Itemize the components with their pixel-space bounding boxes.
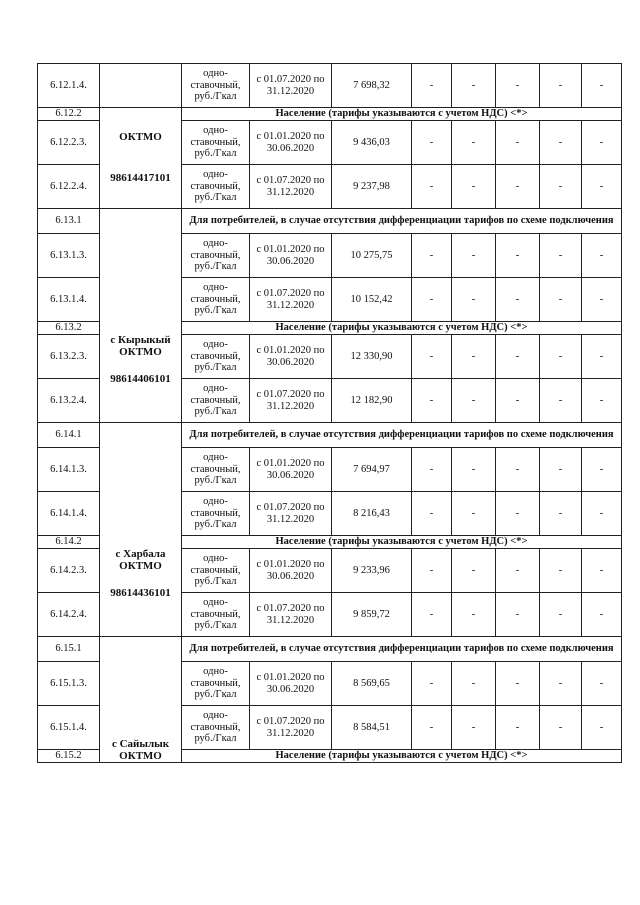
settlement-cell [100, 108, 182, 209]
dash-cell: - [452, 448, 496, 492]
row-number: 6.13.1 [38, 209, 100, 234]
section-header: Население (тарифы указываются с учетом НДС) <*> [182, 750, 622, 763]
dash-cell: - [412, 165, 452, 209]
section-header: Для потребителей, в случае отсутствия дифференциации тарифов по схеме подключения [182, 209, 622, 234]
row-number: 6.14.1 [38, 423, 100, 448]
oktmo-code: 98614417101 [110, 172, 171, 184]
dash-cell: - [582, 234, 622, 278]
dash-cell: - [496, 662, 540, 706]
oktmo-code: 98614406101 [110, 373, 171, 386]
tariff-value: 7 698,32 [332, 64, 412, 108]
dash-cell: - [496, 121, 540, 165]
row-number: 6.15.1 [38, 637, 100, 662]
table-row [38, 108, 622, 121]
dash-cell: - [452, 549, 496, 593]
section-header: Население (тарифы указываются с учетом НДС) <*> [182, 108, 622, 121]
tariff-value: 9 859,72 [332, 593, 412, 637]
tariff-table [37, 63, 622, 763]
oktmo-label: ОКТМО [119, 130, 162, 143]
row-number: 6.14.2.3. [38, 549, 100, 593]
row-number: 6.13.2.4. [38, 379, 100, 423]
dash-cell: - [540, 165, 582, 209]
row-number: 6.13.2 [38, 322, 100, 335]
dash-cell: - [412, 492, 452, 536]
dash-cell: - [412, 706, 452, 750]
oktmo-label: ОКТМО [119, 749, 162, 762]
table-row [38, 637, 622, 662]
tariff-value: 8 584,51 [332, 706, 412, 750]
dash-cell: - [582, 121, 622, 165]
dash-cell: - [582, 549, 622, 593]
section-header: Население (тарифы указываются с учетом НДС) <*> [182, 536, 622, 549]
dash-cell: - [540, 662, 582, 706]
period-cell: с 01.01.2020 по 30.06.2020 [250, 549, 332, 593]
period-cell: с 01.01.2020 по 30.06.2020 [250, 335, 332, 379]
section-header: Население (тарифы указываются с учетом НДС) <*> [182, 322, 622, 335]
dash-cell: - [452, 706, 496, 750]
period-cell: с 01.07.2020 по 31.12.2020 [250, 278, 332, 322]
row-number: 6.14.1.3. [38, 448, 100, 492]
dash-cell: - [496, 278, 540, 322]
dash-cell: - [412, 549, 452, 593]
unit-cell: одно-ставочный, руб./Гкал [182, 448, 250, 492]
dash-cell: - [452, 121, 496, 165]
dash-cell: - [540, 448, 582, 492]
unit-cell: одно-ставочный, руб./Гкал [182, 549, 250, 593]
row-number: 6.14.2 [38, 536, 100, 549]
period-cell: с 01.07.2020 по 31.12.2020 [250, 706, 332, 750]
unit-cell: одно-ставочный, руб./Гкал [182, 64, 250, 108]
dash-cell: - [496, 234, 540, 278]
period-cell: с 01.07.2020 по 31.12.2020 [250, 492, 332, 536]
settlement-name: с Сайылык [111, 738, 170, 750]
period-cell: с 01.07.2020 по 31.12.2020 [250, 593, 332, 637]
tariff-value: 7 694,97 [332, 448, 412, 492]
dash-cell: - [582, 64, 622, 108]
unit-cell: одно-ставочный, руб./Гкал [182, 662, 250, 706]
row-number: 6.13.1.3. [38, 234, 100, 278]
unit-cell: одно-ставочный, руб./Гкал [182, 593, 250, 637]
dash-cell: - [452, 64, 496, 108]
unit-cell: одно-ставочный, руб./Гкал [182, 335, 250, 379]
tariff-value: 8 216,43 [332, 492, 412, 536]
period-cell: с 01.07.2020 по 31.12.2020 [250, 165, 332, 209]
section-header: Для потребителей, в случае отсутствия дифференциации тарифов по схеме подключения [182, 637, 622, 662]
row-number: 6.14.1.4. [38, 492, 100, 536]
dash-cell: - [540, 278, 582, 322]
dash-cell: - [540, 492, 582, 536]
row-number: 6.12.2.3. [38, 121, 100, 165]
dash-cell: - [412, 278, 452, 322]
tariff-value: 9 233,96 [332, 549, 412, 593]
dash-cell: - [452, 335, 496, 379]
row-number: 6.12.2 [38, 108, 100, 121]
row-number: 6.14.2.4. [38, 593, 100, 637]
dash-cell: - [540, 379, 582, 423]
unit-cell: одно-ставочный, руб./Гкал [182, 234, 250, 278]
tariff-value: 8 569,65 [332, 662, 412, 706]
dash-cell: - [496, 448, 540, 492]
dash-cell: - [582, 593, 622, 637]
dash-cell: - [452, 492, 496, 536]
dash-cell: - [540, 706, 582, 750]
row-number: 6.13.1.4. [38, 278, 100, 322]
dash-cell: - [582, 278, 622, 322]
settlement-cell [100, 637, 182, 763]
dash-cell: - [496, 593, 540, 637]
dash-cell: - [540, 234, 582, 278]
unit-cell: одно-ставочный, руб./Гкал [182, 379, 250, 423]
oktmo-label: ОКТМО [119, 345, 162, 358]
dash-cell: - [582, 335, 622, 379]
dash-cell: - [412, 121, 452, 165]
dash-cell: - [540, 335, 582, 379]
dash-cell: - [452, 278, 496, 322]
dash-cell: - [582, 379, 622, 423]
tariff-value: 10 152,42 [332, 278, 412, 322]
dash-cell: - [496, 492, 540, 536]
oktmo-code: 98614436101 [110, 587, 171, 600]
tariff-value: 9 436,03 [332, 121, 412, 165]
section-header: Для потребителей, в случае отсутствия дифференциации тарифов по схеме подключения [182, 423, 622, 448]
dash-cell: - [412, 234, 452, 278]
dash-cell: - [412, 662, 452, 706]
row-number: 6.15.1.3. [38, 662, 100, 706]
dash-cell: - [582, 165, 622, 209]
dash-cell: - [496, 64, 540, 108]
dash-cell: - [496, 706, 540, 750]
row-number: 6.15.1.4. [38, 706, 100, 750]
unit-cell: одно-ставочный, руб./Гкал [182, 121, 250, 165]
dash-cell: - [412, 64, 452, 108]
period-cell: с 01.07.2020 по 31.12.2020 [250, 64, 332, 108]
dash-cell: - [412, 448, 452, 492]
dash-cell: - [412, 379, 452, 423]
tariff-value: 12 182,90 [332, 379, 412, 423]
table-row [38, 209, 622, 234]
unit-cell: одно-ставочный, руб./Гкал [182, 278, 250, 322]
settlement-name: с Кырыкый [110, 334, 171, 347]
dash-cell: - [452, 165, 496, 209]
tariff-value: 9 237,98 [332, 165, 412, 209]
dash-cell: - [496, 165, 540, 209]
dash-cell: - [540, 64, 582, 108]
row-number: 6.12.1.4. [38, 64, 100, 108]
tariff-value: 10 275,75 [332, 234, 412, 278]
row-number: 6.13.2.3. [38, 335, 100, 379]
dash-cell: - [540, 593, 582, 637]
period-cell: с 01.01.2020 по 30.06.2020 [250, 234, 332, 278]
tariff-value: 12 330,90 [332, 335, 412, 379]
oktmo-label: ОКТМО [119, 559, 162, 572]
period-cell: с 01.01.2020 по 30.06.2020 [250, 121, 332, 165]
unit-cell: одно-ставочный, руб./Гкал [182, 492, 250, 536]
row-number: 6.15.2 [38, 750, 100, 763]
dash-cell: - [412, 593, 452, 637]
dash-cell: - [496, 335, 540, 379]
dash-cell: - [452, 593, 496, 637]
dash-cell: - [582, 492, 622, 536]
period-cell: с 01.07.2020 по 31.12.2020 [250, 379, 332, 423]
settlement-cell [100, 423, 182, 637]
table-row [38, 423, 622, 448]
settlement-cell [100, 209, 182, 423]
dash-cell: - [540, 549, 582, 593]
dash-cell: - [582, 662, 622, 706]
dash-cell: - [496, 549, 540, 593]
dash-cell: - [582, 706, 622, 750]
dash-cell: - [496, 379, 540, 423]
dash-cell: - [452, 662, 496, 706]
settlement-cell [100, 64, 182, 108]
period-cell: с 01.01.2020 по 30.06.2020 [250, 662, 332, 706]
dash-cell: - [452, 379, 496, 423]
row-number: 6.12.2.4. [38, 165, 100, 209]
dash-cell: - [540, 121, 582, 165]
dash-cell: - [412, 335, 452, 379]
table-row [38, 64, 622, 108]
unit-cell: одно-ставочный, руб./Гкал [182, 706, 250, 750]
settlement-name: с Харбала [115, 548, 166, 561]
unit-cell: одно-ставочный, руб./Гкал [182, 165, 250, 209]
dash-cell: - [452, 234, 496, 278]
period-cell: с 01.01.2020 по 30.06.2020 [250, 448, 332, 492]
dash-cell: - [582, 448, 622, 492]
